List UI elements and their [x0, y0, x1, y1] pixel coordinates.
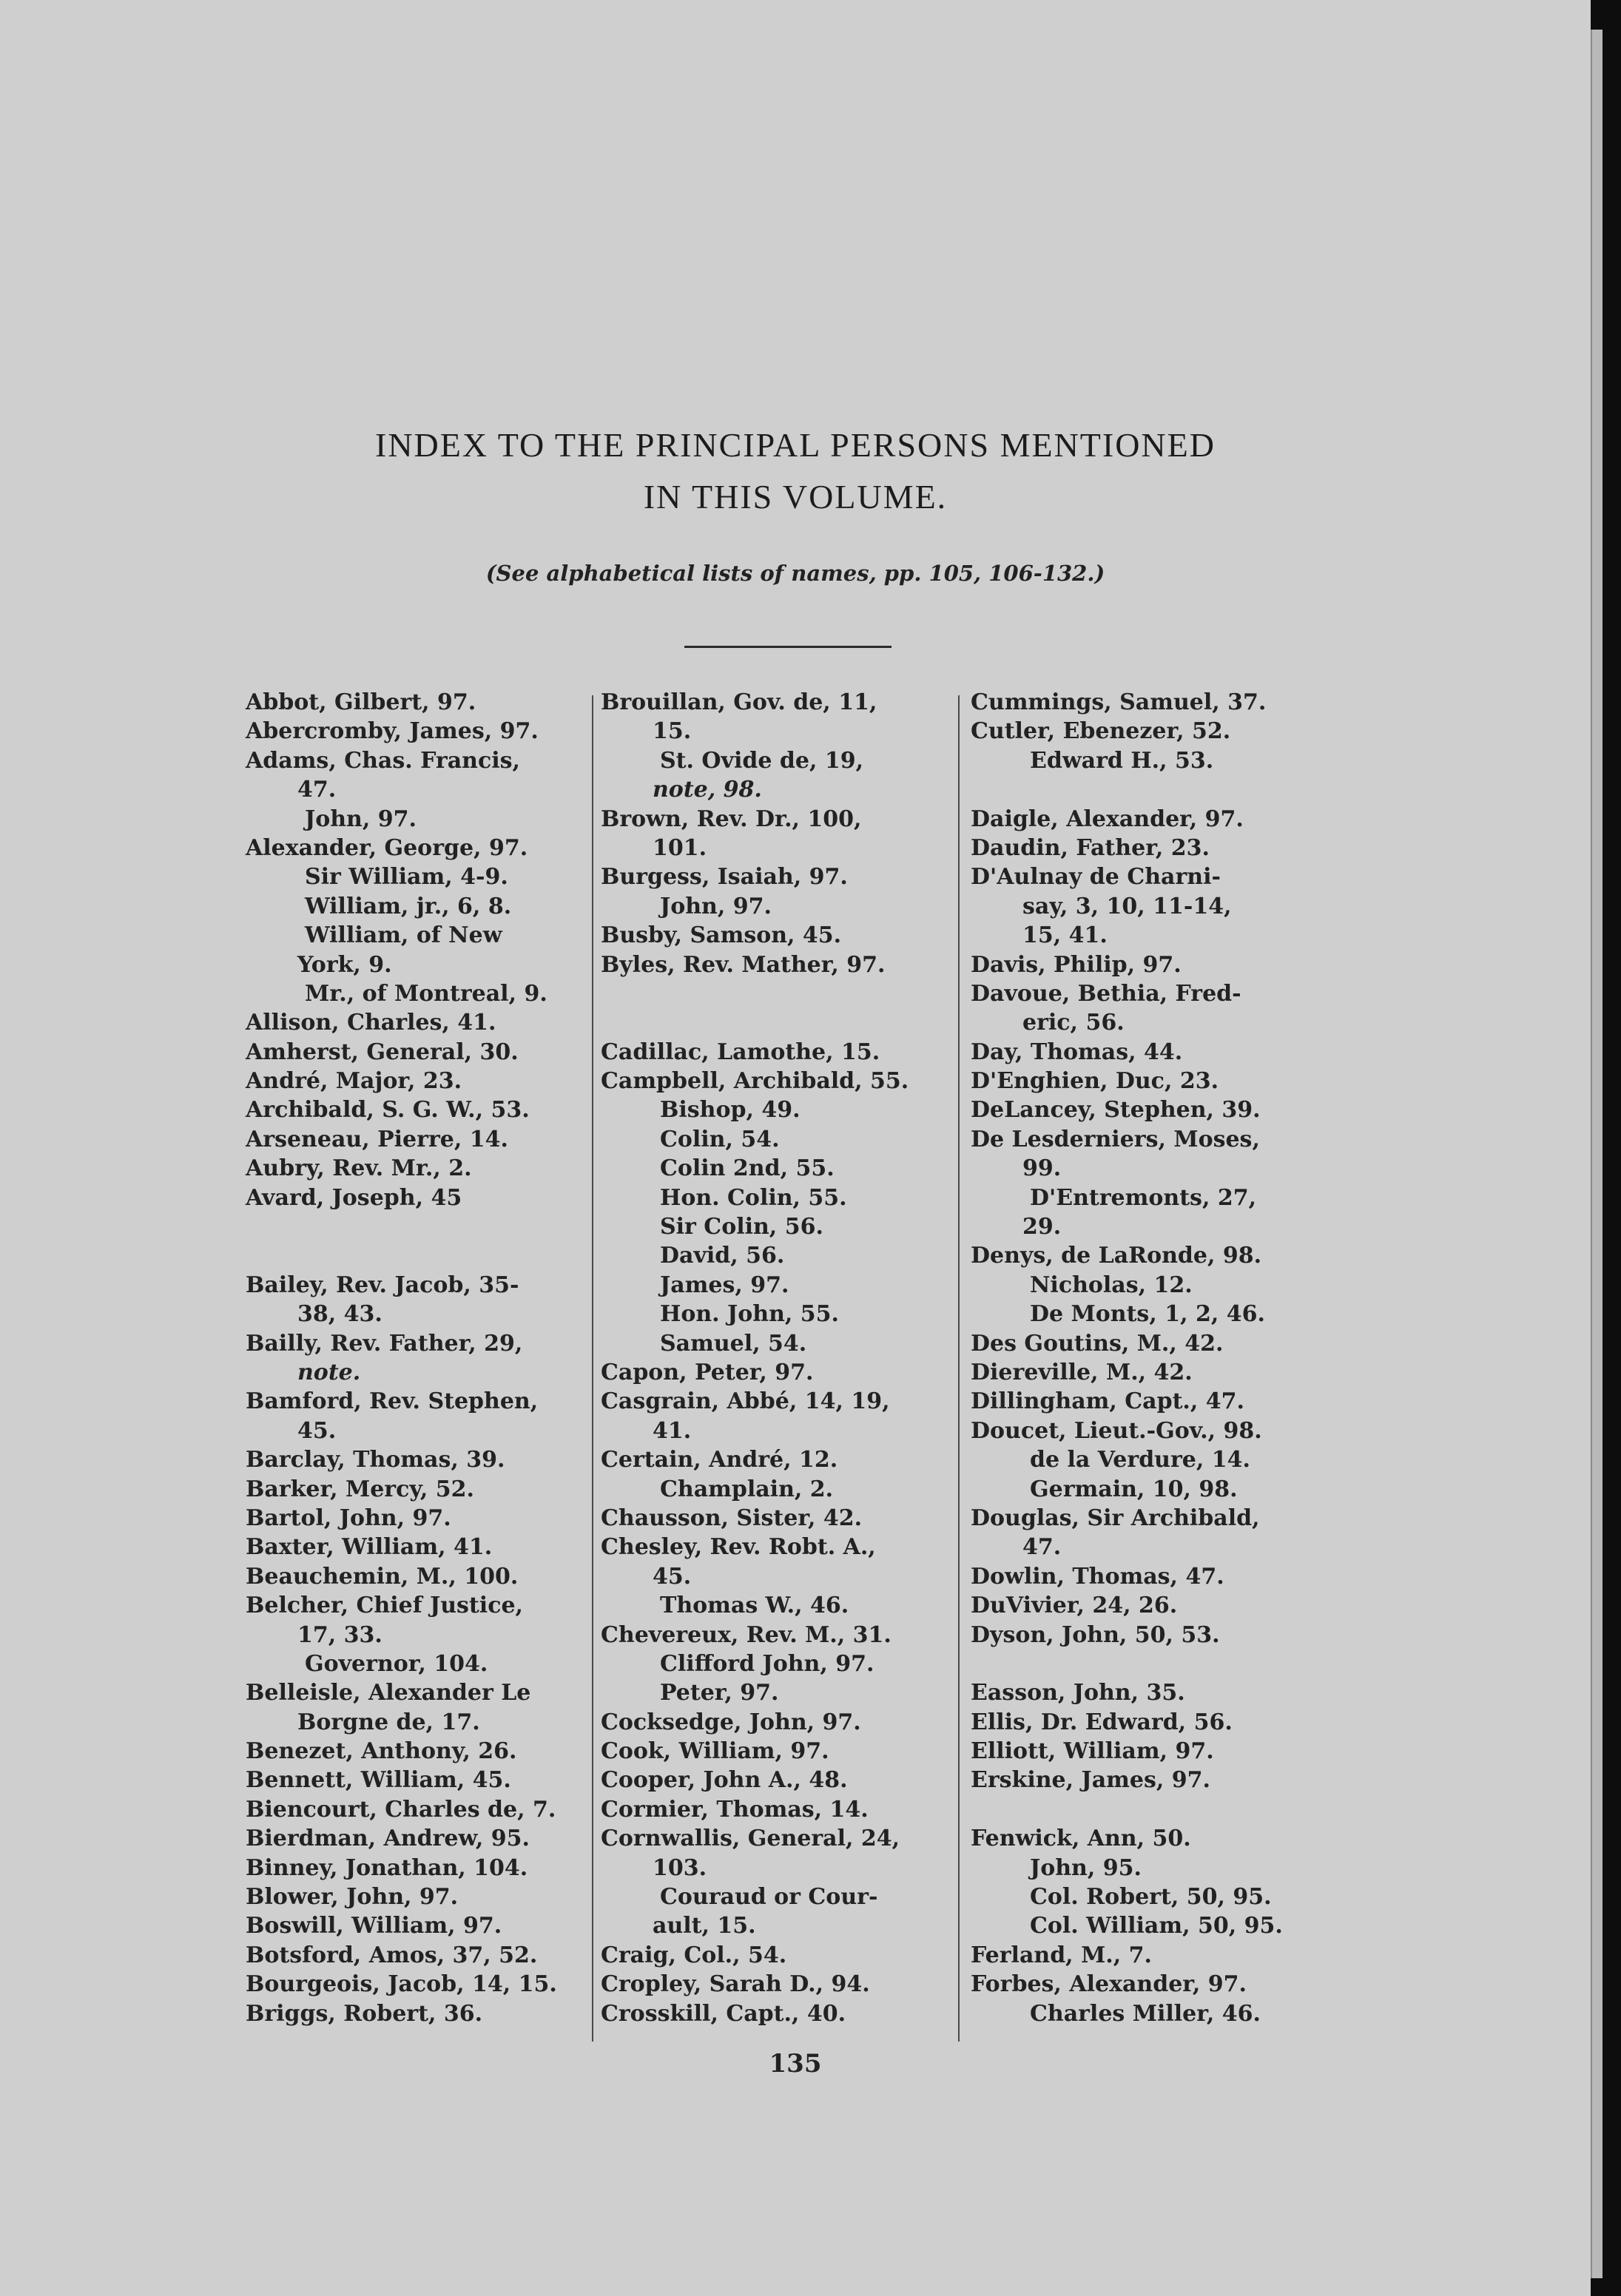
index-note: (See alphabetical lists of names, pp. 105, 106-132.) — [485, 561, 1105, 586]
index-entry: Benezet, Anthony, 26. — [246, 1738, 517, 1765]
section-gap — [601, 979, 960, 1008]
index-entry-continuation: 45. — [653, 1563, 692, 1590]
index-entry-continuation: eric, 56. — [1022, 1010, 1125, 1036]
index-subentry: Sir Colin, 56. — [660, 1214, 823, 1240]
index-entry: Doucet, Lieut.-Gov., 98. — [971, 1417, 1262, 1444]
index-subentry: Hon. Colin, 55. — [660, 1184, 847, 1211]
index-entry: Abbot, Gilbert, 97. — [246, 689, 476, 715]
index-column-2 — [601, 688, 960, 2028]
index-entry-continuation: note. — [297, 1359, 361, 1385]
page-edge — [1591, 30, 1603, 2278]
index-entry: Brown, Rev. Dr., 100, — [601, 806, 862, 832]
index-subentry: Peter, 97. — [660, 1680, 779, 1706]
column-divider — [958, 695, 960, 2042]
index-entry: Davoue, Bethia, Fred- — [971, 980, 1241, 1007]
index-entry: Aubry, Rev. Mr., 2. — [246, 1155, 472, 1182]
index-entry-continuation: ault, 15. — [653, 1913, 756, 1939]
index-entry: Blower, John, 97. — [246, 1884, 459, 1911]
index-entry: Bennett, William, 45. — [246, 1767, 511, 1794]
index-entry: Abercromby, James, 97. — [246, 718, 539, 745]
index-entry: Cadillac, Lamothe, 15. — [601, 1039, 880, 1065]
index-entry-continuation: 15, 41. — [1022, 922, 1108, 949]
page-number: 135 — [769, 2049, 822, 2079]
index-entry-continuation: 38, 43. — [297, 1301, 382, 1328]
index-subentry: Edward H., 53. — [1030, 747, 1214, 774]
index-entry: DuVivier, 24, 26. — [971, 1593, 1178, 1619]
index-entry: André, Major, 23. — [246, 1068, 462, 1095]
index-entry: Daudin, Father, 23. — [971, 834, 1210, 861]
index-entry-continuation: 29. — [1022, 1214, 1062, 1240]
index-entry: Davis, Philip, 97. — [971, 951, 1182, 978]
index-subentry: Clifford John, 97. — [660, 1650, 874, 1677]
index-entry: Botsford, Amos, 37, 52. — [246, 1942, 538, 1968]
index-entry: Day, Thomas, 44. — [971, 1039, 1183, 1065]
index-entry-continuation: 17, 33. — [297, 1621, 382, 1648]
index-entry: Amherst, General, 30. — [246, 1039, 519, 1065]
index-entry: Belcher, Chief Justice, — [246, 1593, 523, 1619]
index-entry: Cutler, Ebenezer, 52. — [971, 718, 1231, 745]
index-entry: Cornwallis, General, 24, — [601, 1826, 900, 1852]
index-entry: Byles, Rev. Mather, 97. — [601, 951, 886, 978]
index-entry: Chesley, Rev. Robt. A., — [601, 1534, 876, 1561]
index-entry: Briggs, Robert, 36. — [246, 2000, 483, 2027]
index-entry: Ferland, M., 7. — [971, 1942, 1152, 1968]
index-entry: Baxter, William, 41. — [246, 1534, 493, 1561]
index-entry: Beauchemin, M., 100. — [246, 1563, 519, 1590]
index-entry: Bierdman, Andrew, 95. — [246, 1826, 530, 1852]
index-entry: D'Aulnay de Charni- — [971, 864, 1221, 891]
index-entry: Biencourt, Charles de, 7. — [246, 1796, 556, 1823]
column-divider — [592, 695, 593, 2042]
index-entry: Bailey, Rev. Jacob, 35- — [246, 1272, 519, 1298]
index-subentry: John, 97. — [660, 893, 772, 919]
index-subentry: Hon. John, 55. — [660, 1301, 839, 1328]
index-entry-continuation: 45. — [297, 1417, 337, 1444]
index-entry-continuation: say, 3, 10, 11-14, — [1022, 893, 1232, 919]
index-entry: Bartol, John, 97. — [246, 1505, 451, 1531]
index-subentry: De Monts, 1, 2, 46. — [1030, 1301, 1265, 1328]
index-entry: De Lesderniers, Moses, — [971, 1126, 1260, 1152]
index-entry: Casgrain, Abbé, 14, 19, — [601, 1388, 890, 1415]
index-entry: Dowlin, Thomas, 47. — [971, 1563, 1224, 1590]
index-subentry: David, 56. — [660, 1243, 785, 1269]
index-title: INDEX TO THE PRINCIPAL PERSONS MENTIONED — [375, 426, 1216, 464]
index-subentry: Sir William, 4-9. — [305, 864, 508, 891]
index-subentry: Colin 2nd, 55. — [660, 1155, 835, 1182]
index-entry: Busby, Samson, 45. — [601, 922, 842, 949]
index-entry: Fenwick, Ann, 50. — [971, 1826, 1191, 1852]
index-entry: Capon, Peter, 97. — [601, 1359, 814, 1385]
index-subentry: Col. Robert, 50, 95. — [1030, 1884, 1272, 1911]
index-entry: Adams, Chas. Francis, — [246, 747, 520, 774]
index-entry: Ellis, Dr. Edward, 56. — [971, 1709, 1233, 1735]
index-subentry: Col. William, 50, 95. — [1030, 1913, 1283, 1939]
index-entry: Cormier, Thomas, 14. — [601, 1796, 869, 1823]
index-entry-continuation: 103. — [653, 1854, 707, 1881]
index-entry: Easson, John, 35. — [971, 1680, 1185, 1706]
index-entry: Bourgeois, Jacob, 14, 15. — [246, 1971, 557, 1998]
index-entry: Certain, André, 12. — [601, 1447, 838, 1473]
index-entry-continuation: 47. — [1022, 1534, 1062, 1561]
index-entry-continuation: Borgne de, 17. — [297, 1709, 480, 1735]
index-entry-continuation: York, 9. — [297, 951, 392, 978]
index-subentry: John, 95. — [1030, 1854, 1142, 1881]
index-entry: Binney, Jonathan, 104. — [246, 1854, 528, 1881]
index-entry: Arseneau, Pierre, 14. — [246, 1126, 508, 1152]
index-subentry: Champlain, 2. — [660, 1476, 834, 1502]
index-entry: Burgess, Isaiah, 97. — [601, 864, 848, 891]
index-entry: Bamford, Rev. Stephen, — [246, 1388, 539, 1415]
index-subentry: Bishop, 49. — [660, 1097, 801, 1124]
index-subentry: James, 97. — [660, 1272, 789, 1298]
index-entry: Cook, William, 97. — [601, 1738, 829, 1765]
index-entry: Des Goutins, M., 42. — [971, 1330, 1224, 1357]
index-entry: Dyson, John, 50, 53. — [971, 1621, 1220, 1648]
index-entry: Cocksedge, John, 97. — [601, 1709, 861, 1735]
index-subentry: D'Entremonts, 27, — [1030, 1184, 1257, 1211]
index-entry: Crosskill, Capt., 40. — [601, 2000, 846, 2027]
index-column-1 — [246, 688, 593, 2028]
index-entry-continuation: note, 98. — [653, 777, 762, 803]
title-rule — [684, 646, 892, 648]
index-subentry: John, 97. — [305, 806, 417, 832]
index-entry: Alexander, George, 97. — [246, 834, 528, 861]
index-entry: Barker, Mercy, 52. — [246, 1476, 474, 1502]
index-entry-continuation: 47. — [297, 777, 337, 803]
index-subentry: Thomas W., 46. — [660, 1593, 849, 1619]
index-entry: Bailly, Rev. Father, 29, — [246, 1330, 523, 1357]
index-entry-continuation: 101. — [653, 834, 707, 861]
index-entry: Campbell, Archibald, 55. — [601, 1068, 909, 1095]
index-entry: Denys, de LaRonde, 98. — [971, 1243, 1262, 1269]
index-entry: Archibald, S. G. W., 53. — [246, 1097, 530, 1124]
index-entry: D'Enghien, Duc, 23. — [971, 1068, 1219, 1095]
index-subentry: Charles Miller, 46. — [1030, 2000, 1261, 2027]
index-subentry: Mr., of Montreal, 9. — [305, 980, 547, 1007]
section-gap — [971, 1650, 1318, 1678]
index-subentry: Samuel, 54. — [660, 1330, 807, 1357]
index-entry: Brouillan, Gov. de, 11, — [601, 689, 877, 715]
index-subentry: Nicholas, 12. — [1030, 1272, 1193, 1298]
index-entry: Cummings, Samuel, 37. — [971, 689, 1267, 715]
index-entry: Belleisle, Alexander Le — [246, 1680, 531, 1706]
index-entry: Allison, Charles, 41. — [246, 1010, 496, 1036]
index-entry-continuation: 99. — [1022, 1155, 1062, 1182]
index-entry: Craig, Col., 54. — [601, 1942, 787, 1968]
index-subentry: de la Verdure, 14. — [1030, 1447, 1250, 1473]
section-gap — [246, 1241, 593, 1270]
index-subentry: William, jr., 6, 8. — [305, 893, 512, 919]
index-subentry: William, of New — [305, 922, 502, 949]
index-entry: Douglas, Sir Archibald, — [971, 1505, 1260, 1531]
index-entry: Dillingham, Capt., 47. — [971, 1388, 1244, 1415]
index-subentry: Colin, 54. — [660, 1126, 780, 1152]
index-subentry: Germain, 10, 98. — [1030, 1476, 1238, 1502]
index-entry: Cooper, John A., 48. — [601, 1767, 848, 1794]
index-entry: Forbes, Alexander, 97. — [971, 1971, 1247, 1998]
section-gap — [971, 1795, 1318, 1824]
index-column-3 — [971, 688, 1318, 2028]
index-entry: Barclay, Thomas, 39. — [246, 1447, 505, 1473]
index-entry: Boswill, William, 97. — [246, 1913, 502, 1939]
index-entry: Chevereux, Rev. M., 31. — [601, 1621, 892, 1648]
index-entry-continuation: 15. — [653, 718, 692, 745]
section-gap — [601, 1008, 960, 1037]
index-entry: Avard, Joseph, 45 — [246, 1184, 462, 1211]
section-gap — [246, 1212, 593, 1241]
index-entry: Elliott, William, 97. — [971, 1738, 1214, 1765]
index-subentry: Couraud or Cour- — [660, 1884, 878, 1911]
index-entry: Cropley, Sarah D., 94. — [601, 1971, 870, 1998]
index-entry: DeLancey, Stephen, 39. — [971, 1097, 1261, 1124]
index-entry: Erskine, James, 97. — [971, 1767, 1210, 1794]
index-entry: Chausson, Sister, 42. — [601, 1505, 863, 1531]
index-entry: Diereville, M., 42. — [971, 1359, 1193, 1385]
index-title-continued: IN THIS VOLUME. — [643, 478, 948, 516]
index-entry-continuation: 41. — [653, 1417, 692, 1444]
index-subentry: St. Ovide de, 19, — [660, 747, 864, 774]
index-subentry: Governor, 104. — [305, 1650, 488, 1677]
section-gap — [971, 775, 1318, 804]
index-entry: Daigle, Alexander, 97. — [971, 806, 1244, 832]
